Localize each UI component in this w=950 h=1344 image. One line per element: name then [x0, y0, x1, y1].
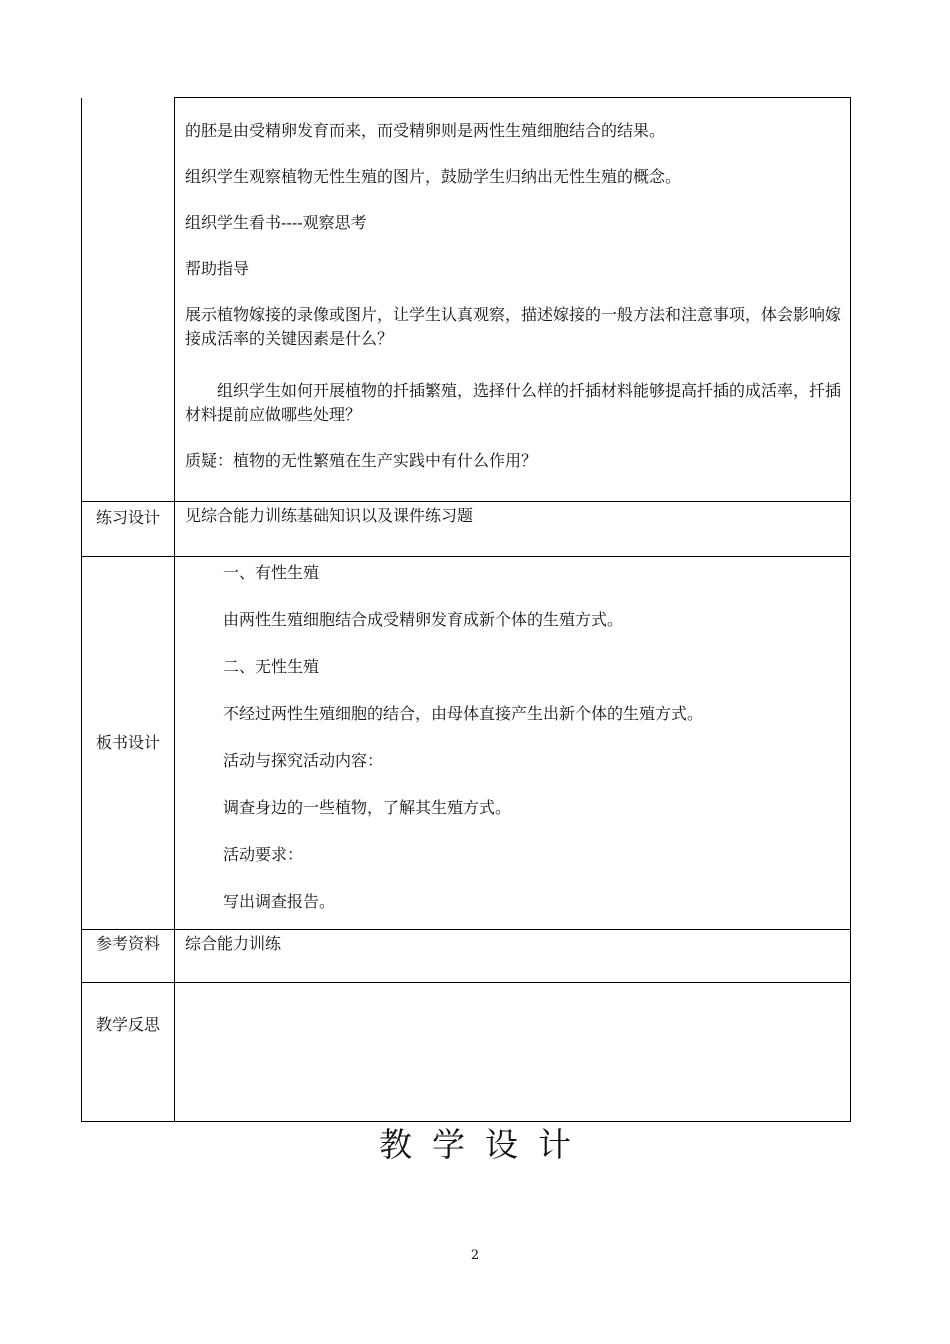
- content-paragraph: 帮助指导: [185, 259, 250, 278]
- table-row-reflection: [82, 983, 851, 1122]
- table-row-board-design: [82, 557, 851, 930]
- content-paragraph: 调查身边的一些植物，了解其生殖方式。: [223, 798, 512, 817]
- table-row-teaching-process: [82, 98, 851, 502]
- row-content-board-design: [175, 557, 851, 930]
- row-content-exercise-design: [175, 502, 851, 557]
- row-content-reflection: [175, 983, 851, 1122]
- row-label-reflection: 教学反思: [82, 983, 175, 1122]
- content-paragraph: 展示植物嫁接的录像或图片，让学生认真观察，描述嫁接的一般方法和注意事项，体会影响嫁接成活率的关键因素是什么？: [185, 305, 842, 348]
- content-paragraph: 写出调查报告。: [223, 892, 336, 911]
- content-paragraph: 活动与探究活动内容：: [223, 751, 384, 770]
- content-paragraph: 组织学生如何开展植物的扦插繁殖，选择什么样的扦插材料能够提高扦插的成活率，扦插材料提前应做哪些处理？: [185, 381, 842, 424]
- content-paragraph: 质疑：植物的无性繁殖在生产实践中有什么作用？: [185, 451, 538, 470]
- row-content-references: [175, 930, 851, 983]
- table-row-exercise-design: [82, 502, 851, 557]
- lesson-plan-table: [81, 97, 851, 1122]
- content-paragraph: 综合能力训练: [185, 934, 282, 953]
- content-paragraph: 活动要求：: [223, 845, 304, 864]
- row-label-exercise-design: 练习设计: [82, 502, 175, 557]
- content-paragraph: 组织学生看书----观察思考: [185, 213, 367, 232]
- content-paragraph: 一、有性生殖: [223, 563, 320, 582]
- content-paragraph: 二、无性生殖: [223, 657, 320, 676]
- row-label-board-design: 板书设计: [82, 557, 175, 930]
- row-label-empty: [82, 98, 175, 502]
- content-paragraph: 由两性生殖细胞结合成受精卵发育成新个体的生殖方式。: [223, 610, 624, 629]
- table-row-references: [82, 930, 851, 983]
- content-paragraph: 不经过两性生殖细胞的结合，由母体直接产生出新个体的生殖方式。: [223, 704, 704, 723]
- row-label-references: 参考资料: [82, 930, 175, 983]
- page-number: 2: [470, 1248, 480, 1263]
- content-paragraph: 见综合能力训练基础知识以及课件练习题: [185, 506, 474, 525]
- content-paragraph: 组织学生观察植物无性生殖的图片，鼓励学生归纳出无性生殖的概念。: [185, 167, 682, 186]
- row-content-teaching-process: [175, 98, 851, 502]
- page-title: 教学设计: [379, 1125, 591, 1164]
- content-paragraph: 的胚是由受精卵发育而来，而受精卵则是两性生殖细胞结合的结果。: [185, 121, 666, 140]
